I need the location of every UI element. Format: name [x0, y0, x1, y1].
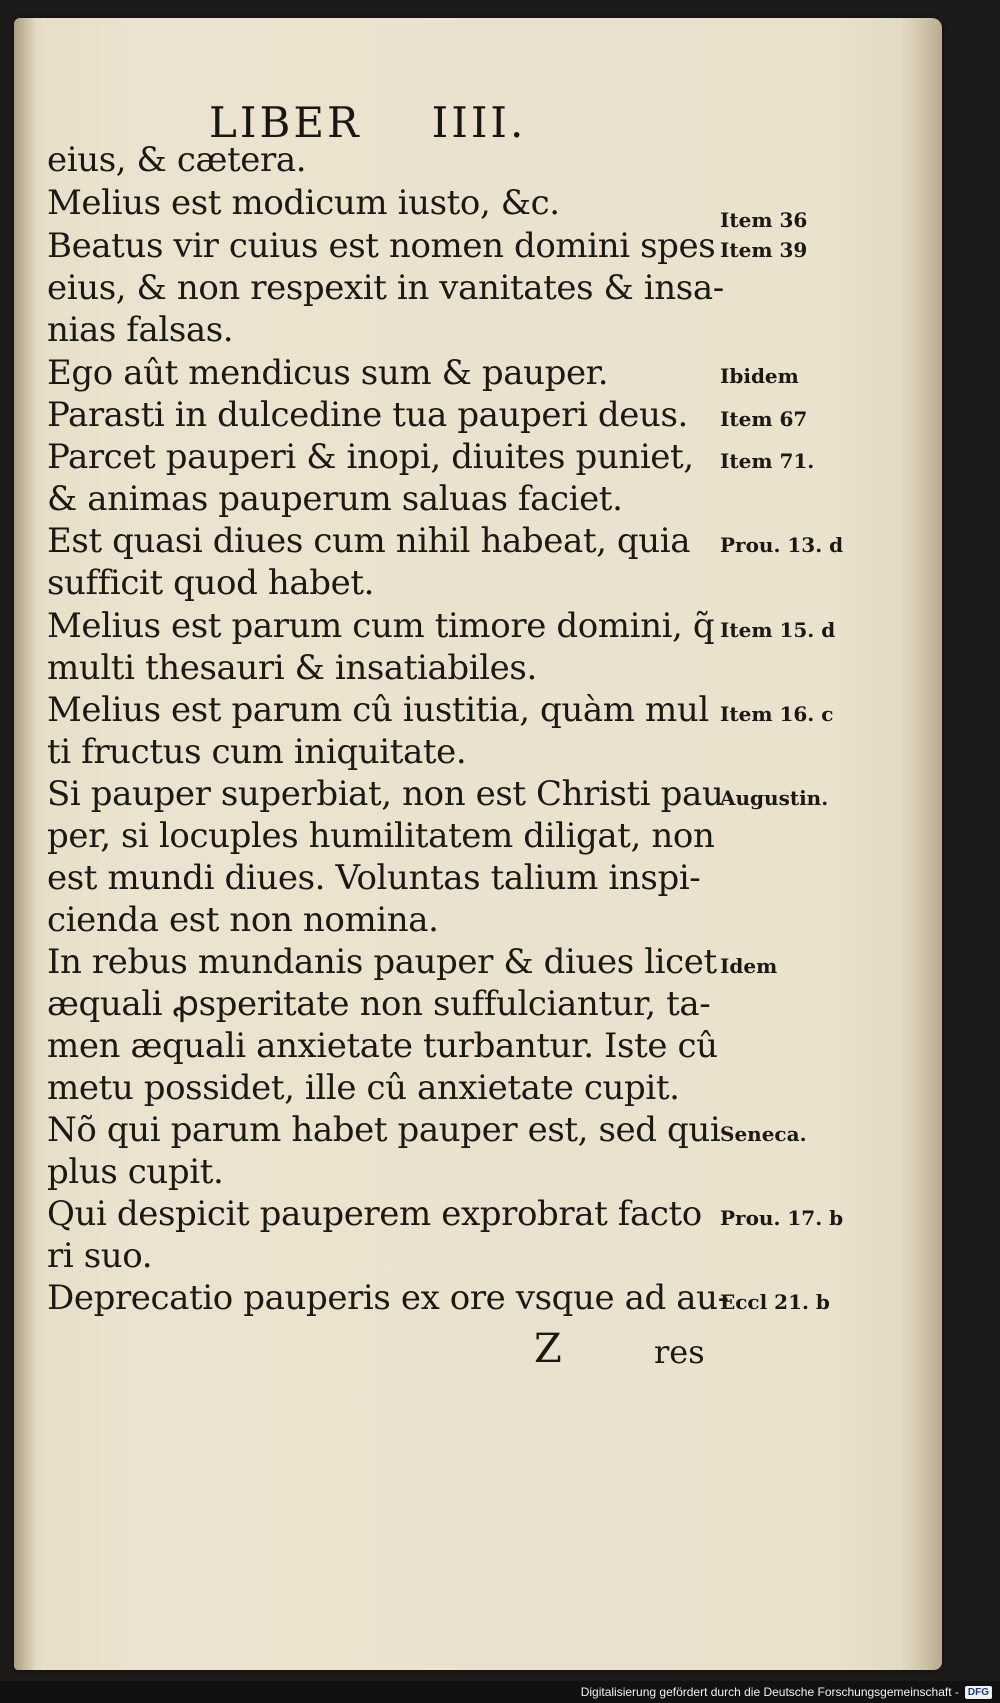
text-line: per, si locuples humilitatem diligat, non [47, 816, 715, 856]
text-line: eius, & non respexit in vanitates & insa- [47, 268, 724, 308]
marginal-note: Item 15. d [720, 618, 836, 642]
text-line: multi thesauri & insatiabiles. [47, 648, 537, 688]
marginal-note: Eccl 21. b [720, 1290, 830, 1314]
text-line: Melius est parum cum timore domini, q̃ [47, 606, 715, 646]
running-head-left: LIBER [209, 98, 362, 147]
marginal-note: Item 36 [720, 208, 808, 232]
text-line: cienda est non nomina. [47, 900, 439, 940]
text-line: Si pauper superbiat, non est Christi pau [47, 774, 724, 814]
signature-mark: Z [534, 1326, 562, 1372]
running-head-right: IIII. [431, 98, 527, 147]
text-line: Parasti in dulcedine tua pauperi deus. [47, 395, 688, 435]
marginal-note: Augustin. [720, 786, 829, 810]
text-line: sufficit quod habet. [47, 563, 375, 603]
footer-credit: Digitalisierung gefördert durch die Deutsche Forschungsgemeinschaft - [580, 1685, 959, 1699]
text-line: In rebus mundanis pauper & diues licet [47, 942, 717, 982]
text-line: eius, & cætera. [47, 140, 307, 180]
text-line: Parcet pauperi & inopi, diuites puniet, [47, 437, 694, 477]
text-line: Beatus vir cuius est nomen domini spes [47, 226, 716, 266]
text-line: ri suo. [47, 1236, 153, 1276]
footer-bar [0, 1681, 1000, 1703]
text-line: Qui despicit pauperem exprobrat facto [47, 1194, 702, 1234]
text-line: men æquali anxietate turbantur. Iste cû [47, 1026, 718, 1066]
text-line: metu possidet, ille cû anxietate cupit. [47, 1068, 680, 1108]
catchword: res [654, 1333, 705, 1371]
text-line: Est quasi diues cum nihil habeat, quia [47, 521, 691, 561]
dfg-logo-icon: DFG [965, 1686, 992, 1699]
text-line: Melius est parum cû iustitia, quàm mul [47, 690, 709, 730]
text-line: Melius est modicum iusto, &c. [47, 183, 560, 223]
marginal-note: Item 67 [720, 407, 808, 431]
text-line: & animas pauperum saluas faciet. [47, 479, 623, 519]
text-line: Deprecatio pauperis ex ore vsque ad au- [47, 1278, 729, 1318]
text-line: ti fructus cum iniquitate. [47, 732, 467, 772]
page-edge [902, 18, 942, 1670]
text-line: Ego aût mendicus sum & pauper. [47, 353, 609, 393]
marginal-note: Prou. 13. d [720, 533, 844, 557]
marginal-note: Item 71. [720, 449, 815, 473]
text-line: est mundi diues. Voluntas talium inspi- [47, 858, 701, 898]
text-line: plus cupit. [47, 1152, 224, 1192]
marginal-note: Idem [720, 954, 778, 978]
marginal-note: Seneca. [720, 1122, 807, 1146]
book-page [14, 18, 942, 1670]
marginal-note: Ibidem [720, 364, 799, 388]
text-line: nias falsas. [47, 310, 234, 350]
text-line: æquali ꝓsperitate non suffulciantur, ta- [47, 984, 711, 1024]
gutter-shadow [14, 18, 36, 1670]
text-line: Nõ qui parum habet pauper est, sed qui [47, 1110, 721, 1150]
marginal-note: Item 16. c [720, 702, 834, 726]
marginal-note: Prou. 17. b [720, 1206, 844, 1230]
marginal-note: Item 39 [720, 238, 808, 262]
